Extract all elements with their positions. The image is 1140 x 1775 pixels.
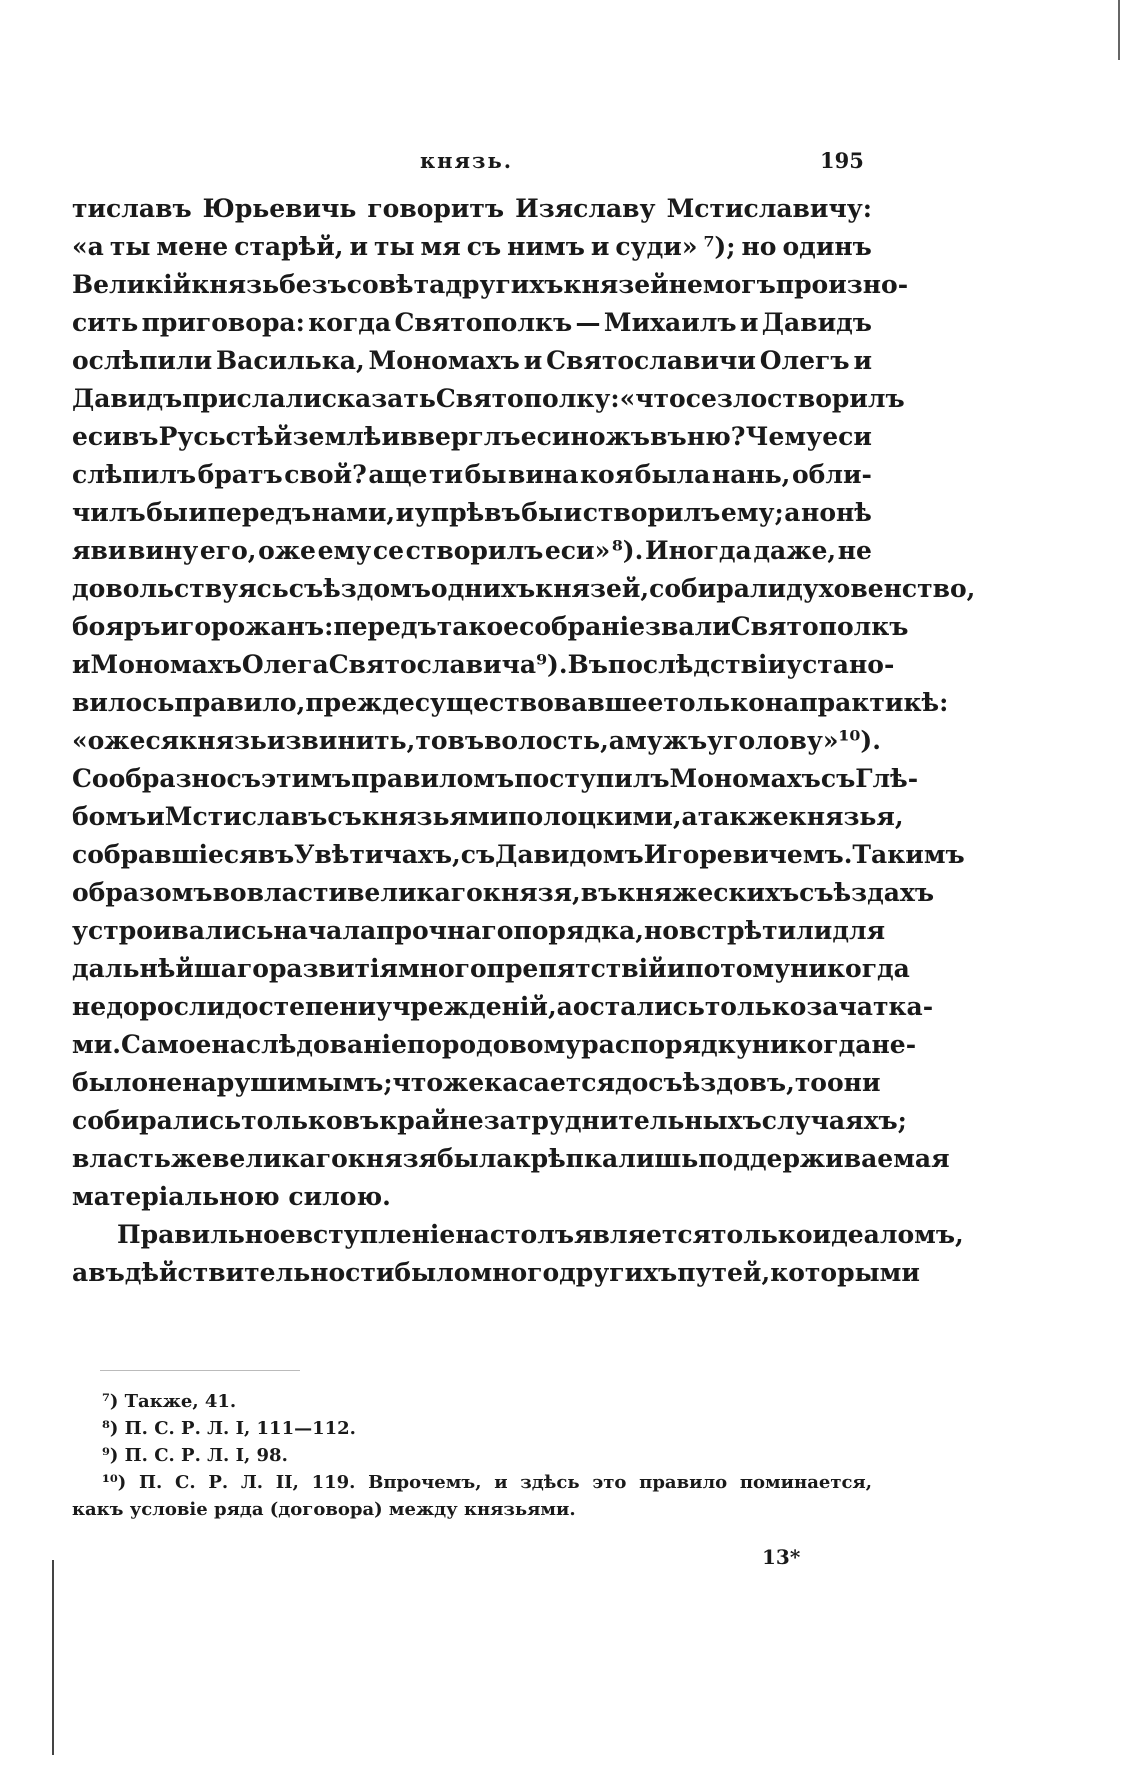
text-line: тиславъ Юрьевичь говоритъ Изяславу Мстиславичу: (72, 194, 872, 223)
text-line: а въ дѣйствительности было много другихъ путей, которыми (72, 1258, 920, 1287)
text-line: довольствуясь съѣздомъ однихъ князей, собирали духовенство, (72, 574, 976, 603)
text-line: ми. Самое наслѣдованіе по родовому распорядку никогда не- (72, 1030, 917, 1059)
text-line: чилъ бы и передъ нами, и упрѣвъ бы и створилъ ему; а нонѣ (72, 498, 872, 527)
text-line: власть же великаго князя была крѣпка лишь поддерживаемая (72, 1144, 950, 1173)
text-line: «оже ся князь извинить, то въ волость, а мужъ у голову» ¹⁰). (72, 726, 881, 755)
text-line: матеріальною силою. (72, 1182, 391, 1211)
footnote: ⁷) Также, 41. (102, 1391, 237, 1412)
scan-margin-line (52, 1560, 54, 1755)
text-line: ослѣпили Василька, Мономахъ и Святославичи Олегъ и (72, 346, 872, 375)
text-line: устроивались начала прочнаго порядка, но встрѣтили для (72, 916, 886, 945)
text-line: и Мономахъ Олега Святославича ⁹). Въ послѣдствіи устано- (72, 650, 895, 679)
text-line: Великій князь безъ совѣта другихъ князей не могъ произно- (72, 270, 909, 299)
text-line: Сообразно съ этимъ правиломъ поступилъ Мономахъ съ Глѣ- (72, 764, 919, 793)
text-line: вилось правило, прежде существовавшее только на практикѣ: (72, 688, 949, 717)
text-line: образомъ во власти великаго князя, въ княжескихъ съѣздахъ (72, 878, 935, 907)
text-line: яви вину его, оже ему се створилъ еси» ⁸). Иногда даже, не (72, 536, 872, 565)
footnote: ¹⁰) П. С. Р. Л. II, 119. Впрочемъ, и здѣсь это правило поминается, (102, 1472, 872, 1493)
text-line: собирались только въ крайне затруднительныхъ случаяхъ; (72, 1106, 907, 1135)
text-line: «а ты мене старѣй, и ты мя съ нимъ и суди» ⁷); но одинъ (72, 232, 872, 261)
text-line: еси въ Русьстѣй землѣ и вверглъ еси ножъ въ ню? Чему еси (72, 422, 872, 451)
text-line: недоросли до степени учрежденій, а остались только зачатка- (72, 992, 934, 1021)
text-line: было ненарушимымъ; чтоже касается до съѣздовъ, то они (72, 1068, 881, 1097)
page-number: 195 (820, 148, 864, 173)
scan-artifact-line (100, 1370, 300, 1371)
scan-edge-mark (1118, 0, 1120, 60)
body-text (72, 190, 976, 1292)
text-line: бомъ и Мстиславъ съ князьями полоцкими, а также князья, (72, 802, 904, 831)
page-header (0, 148, 1140, 178)
paragraph-first-line: Правильное вступленіе на столъ является только идеаломъ, (117, 1220, 964, 1249)
footnote: ⁹) П. С. Р. Л. I, 98. (102, 1445, 288, 1466)
text-line: сить приговора: когда Святополкъ — Михаилъ и Давидъ (72, 308, 872, 337)
running-title: князь. (420, 148, 514, 173)
footnote-continuation: какъ условіе ряда (договора) между князьями. (72, 1499, 576, 1520)
text-line: Давидъ прислали сказать Святополку: «что се зло створилъ (72, 384, 905, 413)
text-line: бояръ и горожанъ: передъ такое собраніе звали Святополкъ (72, 612, 909, 641)
footnotes (72, 1388, 872, 1523)
text-line: собравшіеся въ Увѣтичахъ, съ Давидомъ Игоревичемъ. Такимъ (72, 840, 965, 869)
text-line: слѣпилъ братъ свой? аще ти бы вина коя была нань, обли- (72, 460, 872, 489)
printer-signature: 13* (762, 1545, 801, 1569)
footnote: ⁸) П. С. Р. Л. I, 111—112. (102, 1418, 356, 1439)
text-line: дальнѣйшаго развитія много препятствій и потому никогда (72, 954, 910, 983)
